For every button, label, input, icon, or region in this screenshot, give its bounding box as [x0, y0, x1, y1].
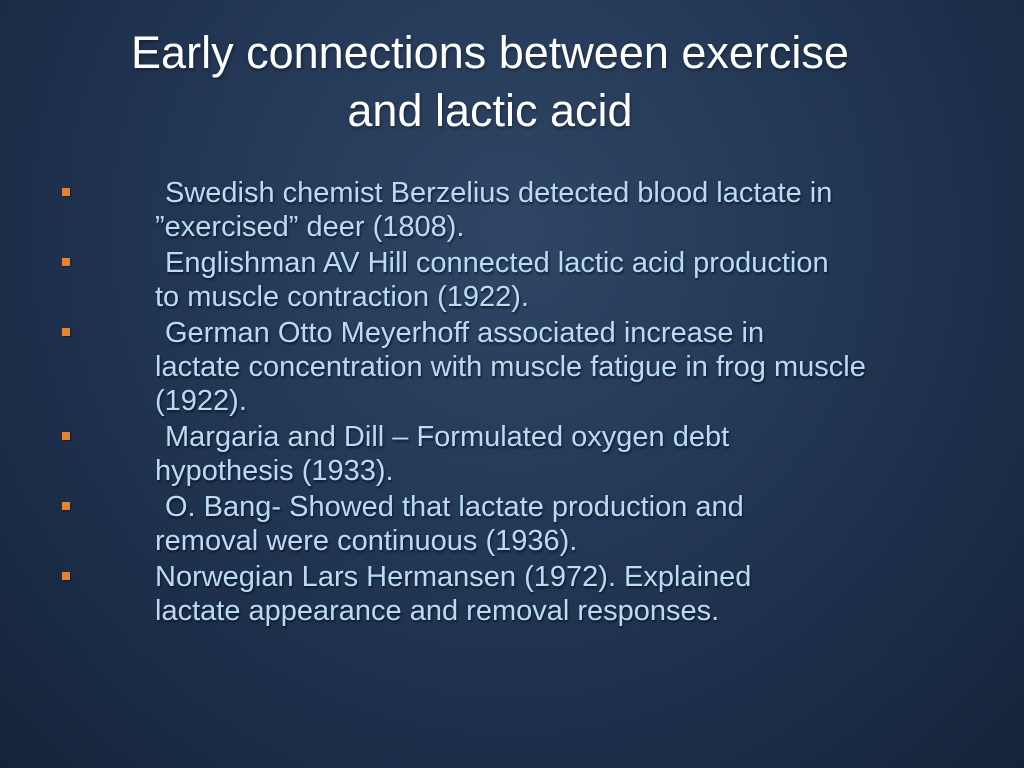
slide-title [40, 24, 940, 140]
square-bullet-icon [62, 502, 70, 510]
square-bullet-icon [62, 572, 70, 580]
bullet-text-continuation: hypothesis (1933). [155, 455, 394, 487]
bullet-text-continuation: to muscle contraction (1922). [155, 281, 529, 313]
slide-title-line-1: Early connections between exercise [131, 27, 849, 78]
bullet-text-continuation: lactate concentration with muscle fatigue in frog muscle (1922). [155, 351, 866, 417]
bullet-item [0, 246, 1024, 314]
square-bullet-icon [62, 188, 70, 196]
bullet-text-first-line: O. Bang- Showed that lactate production and [165, 491, 744, 523]
bullet-text-first-line: German Otto Meyerhoff associated increase in [165, 317, 765, 349]
bullet-text-continuation: ”exercised” deer (1808). [155, 211, 465, 243]
bullet-item [0, 420, 1024, 488]
bullet-list [0, 176, 1024, 630]
square-bullet-icon [62, 258, 70, 266]
bullet-text-first-line: Englishman AV Hill connected lactic acid production [165, 247, 829, 279]
square-bullet-icon [62, 328, 70, 336]
square-bullet-icon [62, 432, 70, 440]
bullet-text-first-line: Margaria and Dill – Formulated oxygen debt [165, 421, 730, 453]
slide-title-line-2: and lactic acid [347, 85, 633, 136]
bullet-text-continuation: removal were continuous (1936). [155, 525, 578, 557]
bullet-text-continuation: lactate appearance and removal responses. [155, 595, 720, 627]
bullet-text-first-line: Swedish chemist Berzelius detected blood lactate in [165, 177, 833, 209]
bullet-item [0, 176, 1024, 244]
bullet-item [0, 560, 1024, 628]
bullet-item [0, 490, 1024, 558]
bullet-text-first-line: Norwegian Lars Hermansen (1972). Explained [155, 561, 752, 593]
bullet-item [0, 316, 1024, 418]
